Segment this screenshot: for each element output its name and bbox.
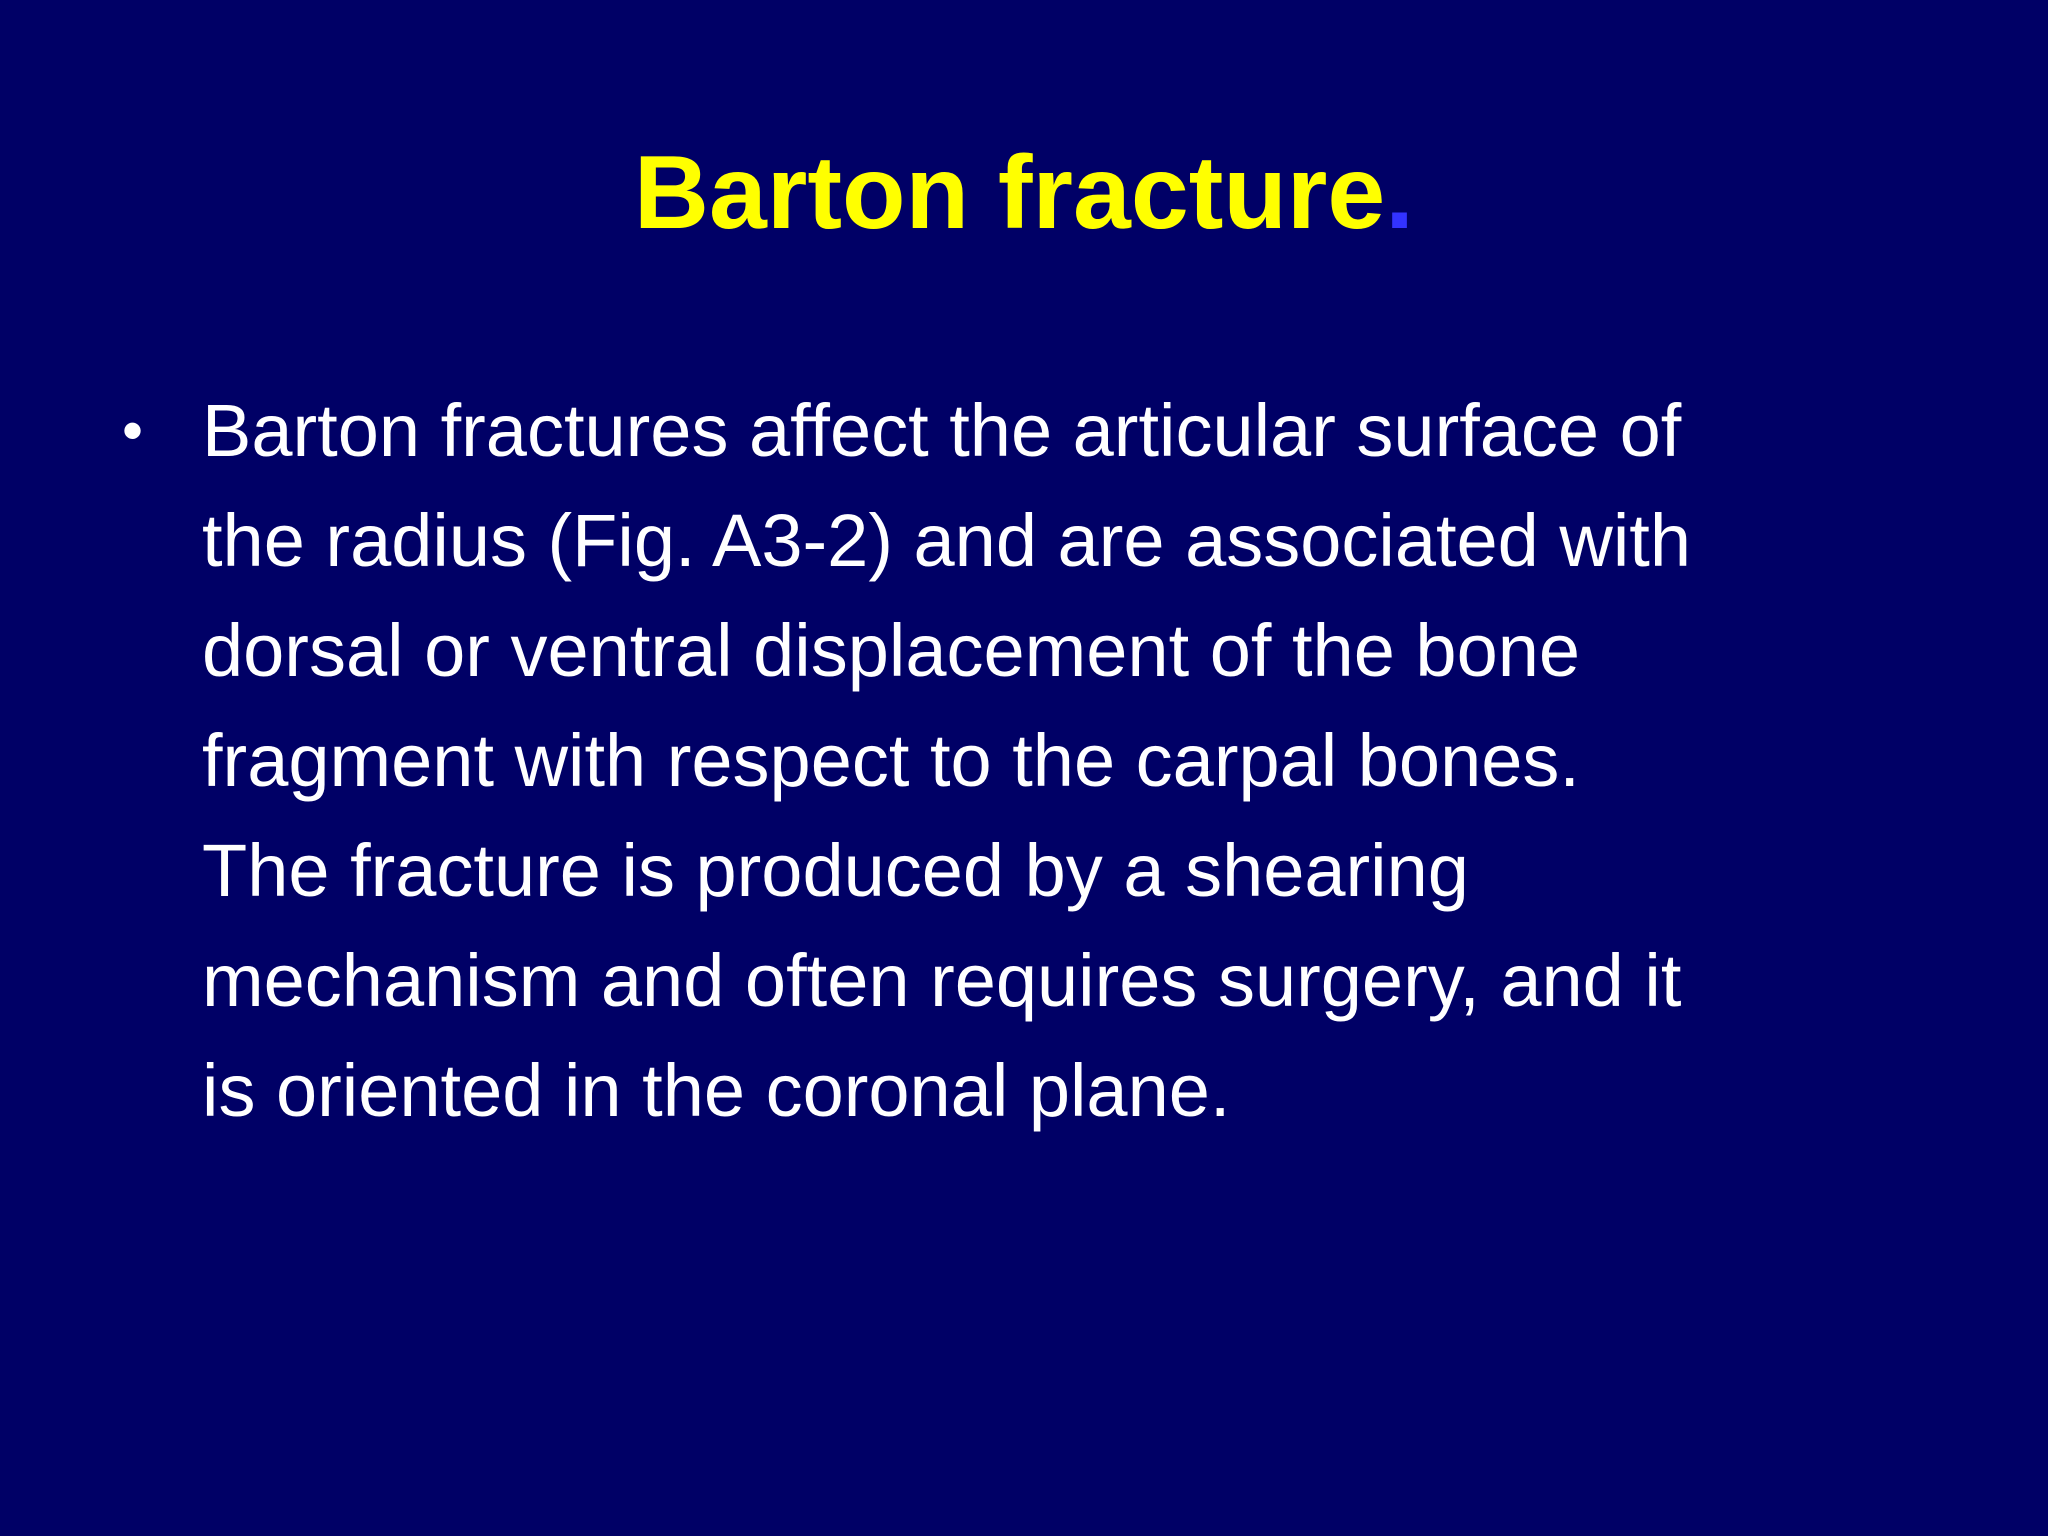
bullet-text-line: Barton fractures affect the articular surface of: [202, 389, 1682, 472]
bullet-text-line: mechanism and often requires surgery, and it: [202, 939, 1682, 1022]
bullet-text-line: is oriented in the coronal plane.: [202, 1049, 1231, 1132]
title-period: .: [1385, 135, 1415, 251]
bullet-text-line: dorsal or ventral displacement of the bone: [202, 609, 1581, 692]
bullet-item: [122, 376, 1952, 1146]
slide-body: [122, 376, 1952, 1146]
bullet-marker-icon: •: [122, 397, 144, 464]
bullet-text-line: The fracture is produced by a shearing: [202, 829, 1469, 912]
slide-title: [0, 128, 2048, 258]
bullet-text-line: fragment with respect to the carpal bones.: [202, 719, 1580, 802]
title-text: Barton fracture: [633, 135, 1386, 251]
bullet-text-line: the radius (Fig. A3-2) and are associated with: [202, 499, 1691, 582]
bullet-list: [122, 376, 1952, 1146]
